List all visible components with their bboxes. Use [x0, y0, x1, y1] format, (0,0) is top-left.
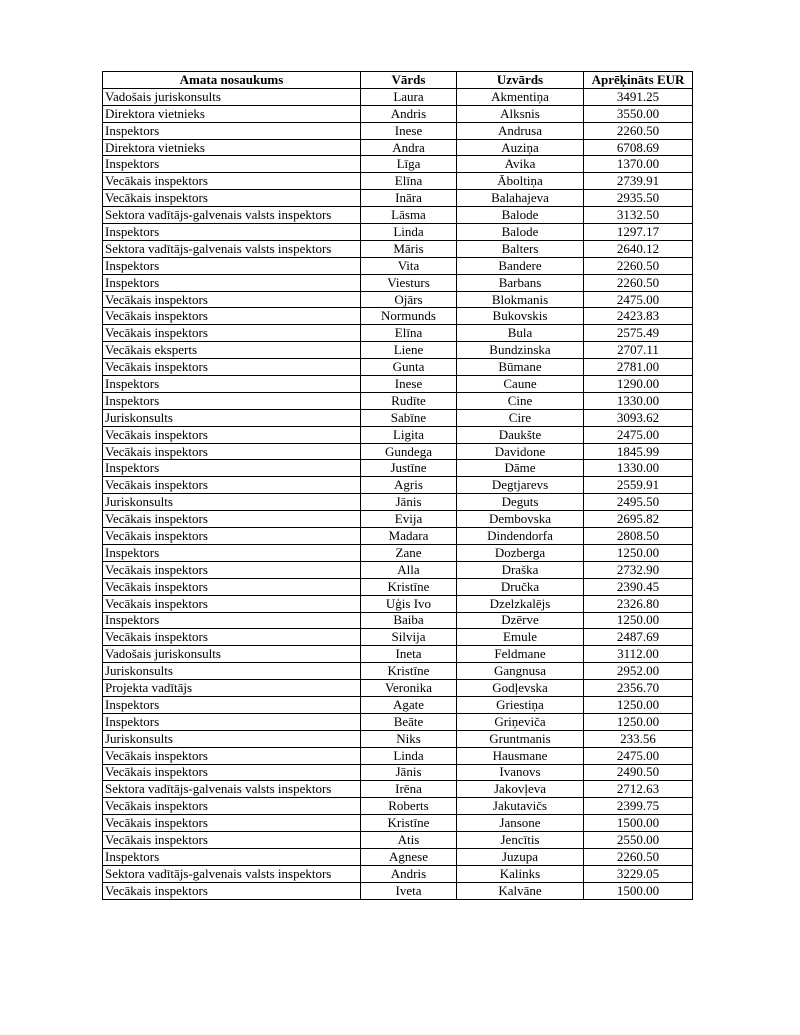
cell-title: Vecākais inspektors [103, 882, 361, 899]
cell-amount: 1500.00 [584, 882, 693, 899]
cell-first-name: Agate [361, 696, 457, 713]
table-row [103, 680, 693, 697]
cell-title: Vecākais inspektors [103, 190, 361, 207]
cell-last-name: Hausmane [457, 747, 584, 764]
cell-first-name: Elīna [361, 173, 457, 190]
column-header-title: Amata nosaukums [103, 72, 361, 89]
cell-title: Vecākais inspektors [103, 832, 361, 849]
cell-title: Inspektors [103, 460, 361, 477]
table-row [103, 798, 693, 815]
cell-title: Vecākais inspektors [103, 747, 361, 764]
cell-amount: 2390.45 [584, 578, 693, 595]
table-row [103, 207, 693, 224]
column-header-first-name: Vārds [361, 72, 457, 89]
cell-amount: 1845.99 [584, 443, 693, 460]
cell-last-name: Griestiņa [457, 696, 584, 713]
cell-title: Inspektors [103, 392, 361, 409]
table-row [103, 511, 693, 528]
cell-first-name: Alla [361, 561, 457, 578]
cell-amount: 2475.00 [584, 291, 693, 308]
table-row [103, 832, 693, 849]
cell-last-name: Bukovskis [457, 308, 584, 325]
cell-first-name: Zane [361, 544, 457, 561]
table-row [103, 747, 693, 764]
table-row [103, 882, 693, 899]
cell-first-name: Rudīte [361, 392, 457, 409]
cell-title: Sektora vadītājs-galvenais valsts inspektors [103, 240, 361, 257]
cell-title: Inspektors [103, 713, 361, 730]
table-row [103, 240, 693, 257]
cell-amount: 6708.69 [584, 139, 693, 156]
cell-title: Vecākais inspektors [103, 528, 361, 545]
cell-last-name: Būmane [457, 359, 584, 376]
cell-last-name: Auziņa [457, 139, 584, 156]
cell-first-name: Linda [361, 224, 457, 241]
cell-amount: 2495.50 [584, 494, 693, 511]
column-header-amount: Aprēķināts EUR [584, 72, 693, 89]
cell-first-name: Elīna [361, 325, 457, 342]
cell-amount: 2487.69 [584, 629, 693, 646]
table-row [103, 646, 693, 663]
cell-last-name: Bundzinska [457, 342, 584, 359]
cell-title: Vecākais inspektors [103, 815, 361, 832]
cell-title: Inspektors [103, 224, 361, 241]
cell-first-name: Jānis [361, 494, 457, 511]
cell-title: Inspektors [103, 156, 361, 173]
cell-title: Vecākais inspektors [103, 629, 361, 646]
cell-first-name: Ligita [361, 426, 457, 443]
cell-first-name: Sabīne [361, 409, 457, 426]
salary-table [102, 71, 693, 900]
cell-title: Vecākais inspektors [103, 595, 361, 612]
table-row [103, 781, 693, 798]
cell-last-name: Godļevska [457, 680, 584, 697]
cell-title: Juriskonsults [103, 409, 361, 426]
table-row [103, 494, 693, 511]
cell-amount: 2559.91 [584, 477, 693, 494]
cell-title: Inspektors [103, 848, 361, 865]
cell-amount: 2952.00 [584, 663, 693, 680]
cell-amount: 2423.83 [584, 308, 693, 325]
cell-title: Inspektors [103, 544, 361, 561]
cell-first-name: Kristīne [361, 578, 457, 595]
cell-last-name: Kalvāne [457, 882, 584, 899]
table-row [103, 173, 693, 190]
cell-first-name: Evija [361, 511, 457, 528]
cell-title: Direktora vietnieks [103, 105, 361, 122]
cell-first-name: Irēna [361, 781, 457, 798]
table-row [103, 342, 693, 359]
cell-first-name: Justīne [361, 460, 457, 477]
cell-first-name: Linda [361, 747, 457, 764]
cell-first-name: Niks [361, 730, 457, 747]
cell-title: Vecākais inspektors [103, 308, 361, 325]
cell-amount: 2356.70 [584, 680, 693, 697]
table-row [103, 730, 693, 747]
cell-title: Vecākais inspektors [103, 325, 361, 342]
cell-amount: 3093.62 [584, 409, 693, 426]
cell-first-name: Normunds [361, 308, 457, 325]
cell-amount: 1500.00 [584, 815, 693, 832]
cell-first-name: Andra [361, 139, 457, 156]
table-row [103, 561, 693, 578]
cell-last-name: Kalinks [457, 865, 584, 882]
cell-last-name: Dindendorfa [457, 528, 584, 545]
cell-title: Direktora vietnieks [103, 139, 361, 156]
cell-first-name: Inese [361, 122, 457, 139]
cell-title: Juriskonsults [103, 494, 361, 511]
cell-title: Sektora vadītājs-galvenais valsts inspektors [103, 865, 361, 882]
cell-amount: 2326.80 [584, 595, 693, 612]
cell-title: Inspektors [103, 274, 361, 291]
cell-first-name: Kristīne [361, 663, 457, 680]
table-row [103, 426, 693, 443]
cell-amount: 1250.00 [584, 696, 693, 713]
cell-title: Inspektors [103, 696, 361, 713]
cell-last-name: Balahajeva [457, 190, 584, 207]
cell-first-name: Atis [361, 832, 457, 849]
cell-amount: 1297.17 [584, 224, 693, 241]
cell-title: Inspektors [103, 257, 361, 274]
cell-amount: 2739.91 [584, 173, 693, 190]
cell-amount: 3550.00 [584, 105, 693, 122]
cell-amount: 2712.63 [584, 781, 693, 798]
cell-last-name: Juzupa [457, 848, 584, 865]
cell-title: Juriskonsults [103, 663, 361, 680]
cell-first-name: Jānis [361, 764, 457, 781]
cell-last-name: Dzērve [457, 612, 584, 629]
cell-first-name: Kristīne [361, 815, 457, 832]
cell-last-name: Cine [457, 392, 584, 409]
cell-last-name: Griņeviča [457, 713, 584, 730]
table-row [103, 713, 693, 730]
cell-title: Vecākais inspektors [103, 426, 361, 443]
cell-last-name: Dozberga [457, 544, 584, 561]
cell-amount: 2732.90 [584, 561, 693, 578]
cell-title: Vecākais inspektors [103, 359, 361, 376]
cell-amount: 2260.50 [584, 274, 693, 291]
cell-amount: 1250.00 [584, 612, 693, 629]
cell-amount: 2260.50 [584, 122, 693, 139]
cell-title: Vecākais inspektors [103, 443, 361, 460]
table-row [103, 629, 693, 646]
cell-first-name: Madara [361, 528, 457, 545]
table-row [103, 528, 693, 545]
cell-last-name: Barbans [457, 274, 584, 291]
table-body [103, 88, 693, 899]
cell-first-name: Ineta [361, 646, 457, 663]
cell-title: Inspektors [103, 612, 361, 629]
cell-last-name: Draška [457, 561, 584, 578]
cell-amount: 2695.82 [584, 511, 693, 528]
cell-title: Vecākais inspektors [103, 173, 361, 190]
cell-first-name: Agnese [361, 848, 457, 865]
cell-first-name: Māris [361, 240, 457, 257]
table-row [103, 848, 693, 865]
cell-amount: 2490.50 [584, 764, 693, 781]
cell-amount: 2550.00 [584, 832, 693, 849]
table-row [103, 865, 693, 882]
table-row [103, 815, 693, 832]
table-row [103, 663, 693, 680]
cell-last-name: Gangnusa [457, 663, 584, 680]
cell-last-name: Dāme [457, 460, 584, 477]
cell-title: Vecākais inspektors [103, 291, 361, 308]
cell-amount: 2707.11 [584, 342, 693, 359]
cell-first-name: Veronika [361, 680, 457, 697]
cell-amount: 2475.00 [584, 426, 693, 443]
cell-title: Vadošais juriskonsults [103, 88, 361, 105]
cell-last-name: Alksnis [457, 105, 584, 122]
cell-last-name: Jakovļeva [457, 781, 584, 798]
cell-first-name: Vita [361, 257, 457, 274]
cell-last-name: Jencītis [457, 832, 584, 849]
cell-last-name: Dembovska [457, 511, 584, 528]
cell-amount: 1290.00 [584, 376, 693, 393]
cell-title: Juriskonsults [103, 730, 361, 747]
cell-amount: 2399.75 [584, 798, 693, 815]
cell-last-name: Balode [457, 224, 584, 241]
cell-first-name: Līga [361, 156, 457, 173]
cell-title: Vecākais inspektors [103, 578, 361, 595]
cell-title: Projekta vadītājs [103, 680, 361, 697]
cell-last-name: Balters [457, 240, 584, 257]
table-row [103, 612, 693, 629]
cell-amount: 2808.50 [584, 528, 693, 545]
cell-amount: 2781.00 [584, 359, 693, 376]
cell-first-name: Silvija [361, 629, 457, 646]
cell-last-name: Bandere [457, 257, 584, 274]
cell-amount: 2260.50 [584, 257, 693, 274]
cell-amount: 2475.00 [584, 747, 693, 764]
cell-title: Vecākais inspektors [103, 764, 361, 781]
cell-last-name: Balode [457, 207, 584, 224]
cell-last-name: Avika [457, 156, 584, 173]
cell-last-name: Feldmane [457, 646, 584, 663]
cell-first-name: Inese [361, 376, 457, 393]
table-row [103, 392, 693, 409]
cell-title: Sektora vadītājs-galvenais valsts inspektors [103, 781, 361, 798]
table-row [103, 325, 693, 342]
table-row [103, 409, 693, 426]
cell-last-name: Jakutavičs [457, 798, 584, 815]
cell-title: Inspektors [103, 376, 361, 393]
table-row [103, 477, 693, 494]
table-row [103, 578, 693, 595]
cell-last-name: Dzelzkalējs [457, 595, 584, 612]
table-row [103, 764, 693, 781]
table-row [103, 224, 693, 241]
cell-title: Vecākais inspektors [103, 798, 361, 815]
table-row [103, 359, 693, 376]
cell-amount: 1330.00 [584, 392, 693, 409]
table-row [103, 595, 693, 612]
cell-amount: 3132.50 [584, 207, 693, 224]
cell-last-name: Akmentiņa [457, 88, 584, 105]
cell-title: Vecākais inspektors [103, 477, 361, 494]
table-row [103, 156, 693, 173]
cell-title: Vecākais inspektors [103, 561, 361, 578]
cell-first-name: Lāsma [361, 207, 457, 224]
cell-first-name: Viesturs [361, 274, 457, 291]
cell-first-name: Iveta [361, 882, 457, 899]
cell-amount: 3112.00 [584, 646, 693, 663]
column-header-last-name: Uzvārds [457, 72, 584, 89]
table-row [103, 88, 693, 105]
cell-last-name: Blokmanis [457, 291, 584, 308]
table-row [103, 308, 693, 325]
table-row [103, 696, 693, 713]
cell-last-name: Dručka [457, 578, 584, 595]
cell-last-name: Gruntmanis [457, 730, 584, 747]
cell-first-name: Andris [361, 865, 457, 882]
table-row [103, 274, 693, 291]
table-row [103, 291, 693, 308]
cell-amount: 1330.00 [584, 460, 693, 477]
cell-last-name: Bula [457, 325, 584, 342]
cell-first-name: Ināra [361, 190, 457, 207]
cell-last-name: Daukšte [457, 426, 584, 443]
cell-first-name: Baiba [361, 612, 457, 629]
cell-last-name: Emule [457, 629, 584, 646]
cell-title: Vecākais eksperts [103, 342, 361, 359]
cell-amount: 1370.00 [584, 156, 693, 173]
cell-last-name: Ivanovs [457, 764, 584, 781]
cell-first-name: Gundega [361, 443, 457, 460]
table-row [103, 544, 693, 561]
table-row [103, 105, 693, 122]
cell-amount: 2640.12 [584, 240, 693, 257]
cell-last-name: Cire [457, 409, 584, 426]
cell-last-name: Degtjarevs [457, 477, 584, 494]
cell-first-name: Laura [361, 88, 457, 105]
cell-title: Vecākais inspektors [103, 511, 361, 528]
table-row [103, 376, 693, 393]
cell-first-name: Beāte [361, 713, 457, 730]
cell-first-name: Uģis Ivo [361, 595, 457, 612]
cell-first-name: Gunta [361, 359, 457, 376]
cell-amount: 3491.25 [584, 88, 693, 105]
cell-amount: 233.56 [584, 730, 693, 747]
table-row [103, 139, 693, 156]
cell-title: Sektora vadītājs-galvenais valsts inspektors [103, 207, 361, 224]
cell-last-name: Āboltiņa [457, 173, 584, 190]
table-row [103, 190, 693, 207]
cell-amount: 1250.00 [584, 544, 693, 561]
cell-first-name: Liene [361, 342, 457, 359]
cell-first-name: Agris [361, 477, 457, 494]
cell-title: Inspektors [103, 122, 361, 139]
table-header-row [103, 72, 693, 89]
cell-last-name: Caune [457, 376, 584, 393]
table-row [103, 122, 693, 139]
cell-first-name: Ojārs [361, 291, 457, 308]
cell-amount: 2935.50 [584, 190, 693, 207]
cell-last-name: Jansone [457, 815, 584, 832]
cell-first-name: Roberts [361, 798, 457, 815]
cell-amount: 2260.50 [584, 848, 693, 865]
cell-last-name: Deguts [457, 494, 584, 511]
table-row [103, 443, 693, 460]
cell-last-name: Andrusa [457, 122, 584, 139]
table-row [103, 460, 693, 477]
cell-title: Vadošais juriskonsults [103, 646, 361, 663]
cell-amount: 2575.49 [584, 325, 693, 342]
table-row [103, 257, 693, 274]
cell-last-name: Davidone [457, 443, 584, 460]
cell-amount: 3229.05 [584, 865, 693, 882]
cell-amount: 1250.00 [584, 713, 693, 730]
cell-first-name: Andris [361, 105, 457, 122]
